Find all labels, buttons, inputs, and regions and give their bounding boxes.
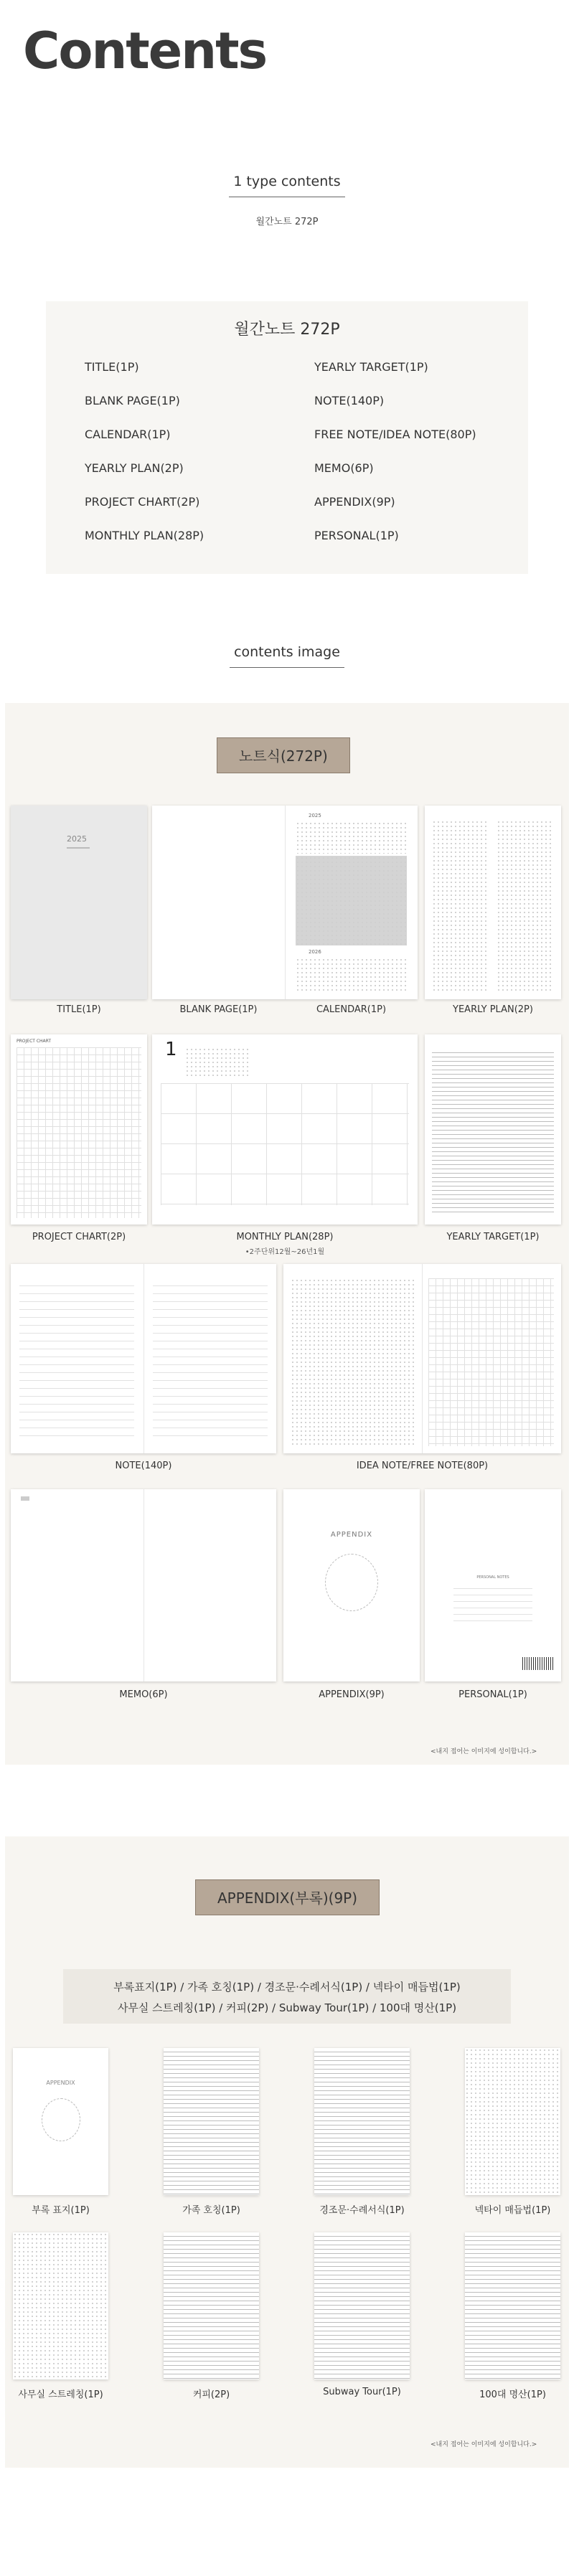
appx-caption: 경조문·수례서식(1P) (319, 2205, 405, 2216)
spread-fold (285, 806, 286, 999)
caption-yearly-plan: YEARLY PLAN(2P) (453, 1004, 533, 1015)
appendix-line-2: 사무실 스트레칭(1P) / 커피(2P) / Subway Tour(1P) / 100대 명산(1P) (117, 2001, 457, 2014)
list-item: FREE NOTE/IDEA NOTE(80P) (314, 428, 476, 441)
list-item: TITLE(1P) (85, 360, 139, 374)
thumb-monthly-plan (152, 1034, 418, 1225)
caption-monthly-plan: MONTHLY PLAN(28P) (236, 1232, 334, 1242)
appx-caption: 커피(2P) (192, 2389, 230, 2400)
list-item: APPENDIX(9P) (314, 495, 395, 509)
appx-thumb-mountains (465, 2232, 560, 2379)
thumb-yearly-plan (425, 806, 561, 999)
calendar-months-grey (296, 856, 407, 945)
thumb-idea-note (283, 1264, 561, 1453)
list-item: BLANK PAGE(1P) (85, 394, 180, 407)
memo-mark (21, 1496, 29, 1501)
caption-yearly-target: YEARLY TARGET(1P) (446, 1232, 540, 1242)
thumb-blank-calendar (152, 806, 418, 999)
project-chart-grid (17, 1047, 141, 1218)
appendix-label: APPENDIX (330, 1531, 373, 1539)
gallery-footnote: <내지 접어는 이미지에 성이합니다.> (430, 1748, 537, 1755)
caption-calendar: CALENDAR(1P) (316, 1004, 387, 1015)
list-item: MONTHLY PLAN(28P) (85, 529, 204, 542)
caption-idea-note: IDEA NOTE/FREE NOTE(80P) (356, 1461, 489, 1471)
thumb-title (11, 806, 147, 999)
appx-caption: Subway Tour(1P) (323, 2387, 401, 2397)
appendix-circle (42, 2098, 80, 2141)
caption-blank: BLANK PAGE(1P) (179, 1004, 258, 1015)
appx-caption: 100대 명산(1P) (479, 2389, 546, 2400)
calendar-year-top: 2025 (309, 813, 321, 818)
spread-fold (422, 1264, 423, 1453)
list-item: PERSONAL(1P) (314, 529, 399, 542)
yearly-target-rows (432, 1049, 554, 1214)
calendar-year-bottom: 2026 (309, 949, 321, 955)
thumb-memo (11, 1489, 276, 1681)
calendar-months-top (296, 821, 407, 854)
appx-thumb-stretching (13, 2232, 108, 2379)
list-item: YEARLY TARGET(1P) (314, 360, 428, 374)
appx-thumb-necktie (465, 2048, 560, 2195)
appx-caption: 부록 표지(1P) (32, 2205, 90, 2216)
thumb-note (11, 1264, 276, 1453)
free-note-grid (428, 1278, 554, 1446)
caption-note: NOTE(140P) (115, 1461, 172, 1471)
monthly-grid (161, 1083, 409, 1205)
contents-list-left (85, 360, 204, 562)
yearly-plan-left (432, 820, 489, 992)
thumb-yearly-target (425, 1034, 561, 1225)
thumb-personal (425, 1489, 561, 1681)
appx-thumb-coffee (164, 2232, 259, 2379)
note-right-lines (153, 1278, 268, 1443)
personal-label: PERSONAL NOTES (476, 1575, 509, 1580)
list-item: PROJECT CHART(2P) (85, 495, 200, 509)
appendix-list-box (63, 1969, 511, 2024)
appx-thumb-condolence (314, 2048, 410, 2195)
title-rule (67, 847, 90, 849)
personal-lines (453, 1582, 532, 1626)
contents-list-title: 월간노트 272P (234, 321, 340, 339)
monthly-day: 1 (165, 1039, 177, 1060)
appx-caption: 넥타이 매듭법(1P) (474, 2205, 551, 2216)
list-item: NOTE(140P) (314, 394, 385, 407)
idea-dots (291, 1278, 416, 1446)
appendix-circle (325, 1554, 378, 1611)
title-year: 2025 (67, 834, 87, 844)
appx-thumb-cover (13, 2048, 108, 2195)
contents-list-right (314, 360, 476, 562)
appx-caption: 사무실 스트레칭(1P) (18, 2389, 103, 2400)
type-contents-heading: 1 type contents (0, 174, 574, 197)
thumb-project-chart (11, 1034, 147, 1225)
list-item: YEARLY PLAN(2P) (85, 461, 184, 475)
list-item: MEMO(6P) (314, 461, 374, 475)
contents-list-box (46, 301, 528, 574)
caption-project-chart: PROJECT CHART(2P) (32, 1232, 126, 1242)
caption-monthly-plan-sub: •2주단위12월~26년1월 (245, 1248, 325, 1256)
note-type-pill: 노트식(272P) (217, 737, 350, 773)
page-title: Contents (23, 22, 267, 80)
contents-image-heading: contents image (0, 644, 574, 668)
note-left-lines (19, 1278, 134, 1443)
yearly-plan-right (497, 820, 554, 992)
type-contents-note: 월간노트 272P (255, 217, 319, 227)
calendar-months-bottom (296, 958, 407, 992)
thumb-appendix (283, 1489, 420, 1681)
caption-title: TITLE(1P) (57, 1004, 101, 1015)
appendix-label: APPENDIX (46, 2080, 75, 2086)
appendix-line-1: 부록표지(1P) / 가족 호칭(1P) / 경조문·수례서식(1P) / 넥타이 매듭법(1P) (113, 1981, 461, 1994)
caption-memo: MEMO(6P) (119, 1689, 168, 1700)
appendix-pill: APPENDIX(부록)(9P) (195, 1879, 380, 1915)
appendix-footnote: <내지 접어는 이미지에 성이합니다.> (430, 2441, 537, 2448)
project-chart-label: PROJECT CHART (17, 1039, 52, 1044)
appx-thumb-subway (314, 2232, 410, 2379)
caption-appendix: APPENDIX(9P) (319, 1689, 385, 1700)
appx-thumb-family (164, 2048, 259, 2195)
appx-caption: 가족 호칭(1P) (182, 2205, 240, 2216)
caption-personal: PERSONAL(1P) (458, 1689, 527, 1700)
barcode-icon (522, 1657, 554, 1670)
list-item: CALENDAR(1P) (85, 428, 171, 441)
mini-calendars (185, 1047, 250, 1076)
